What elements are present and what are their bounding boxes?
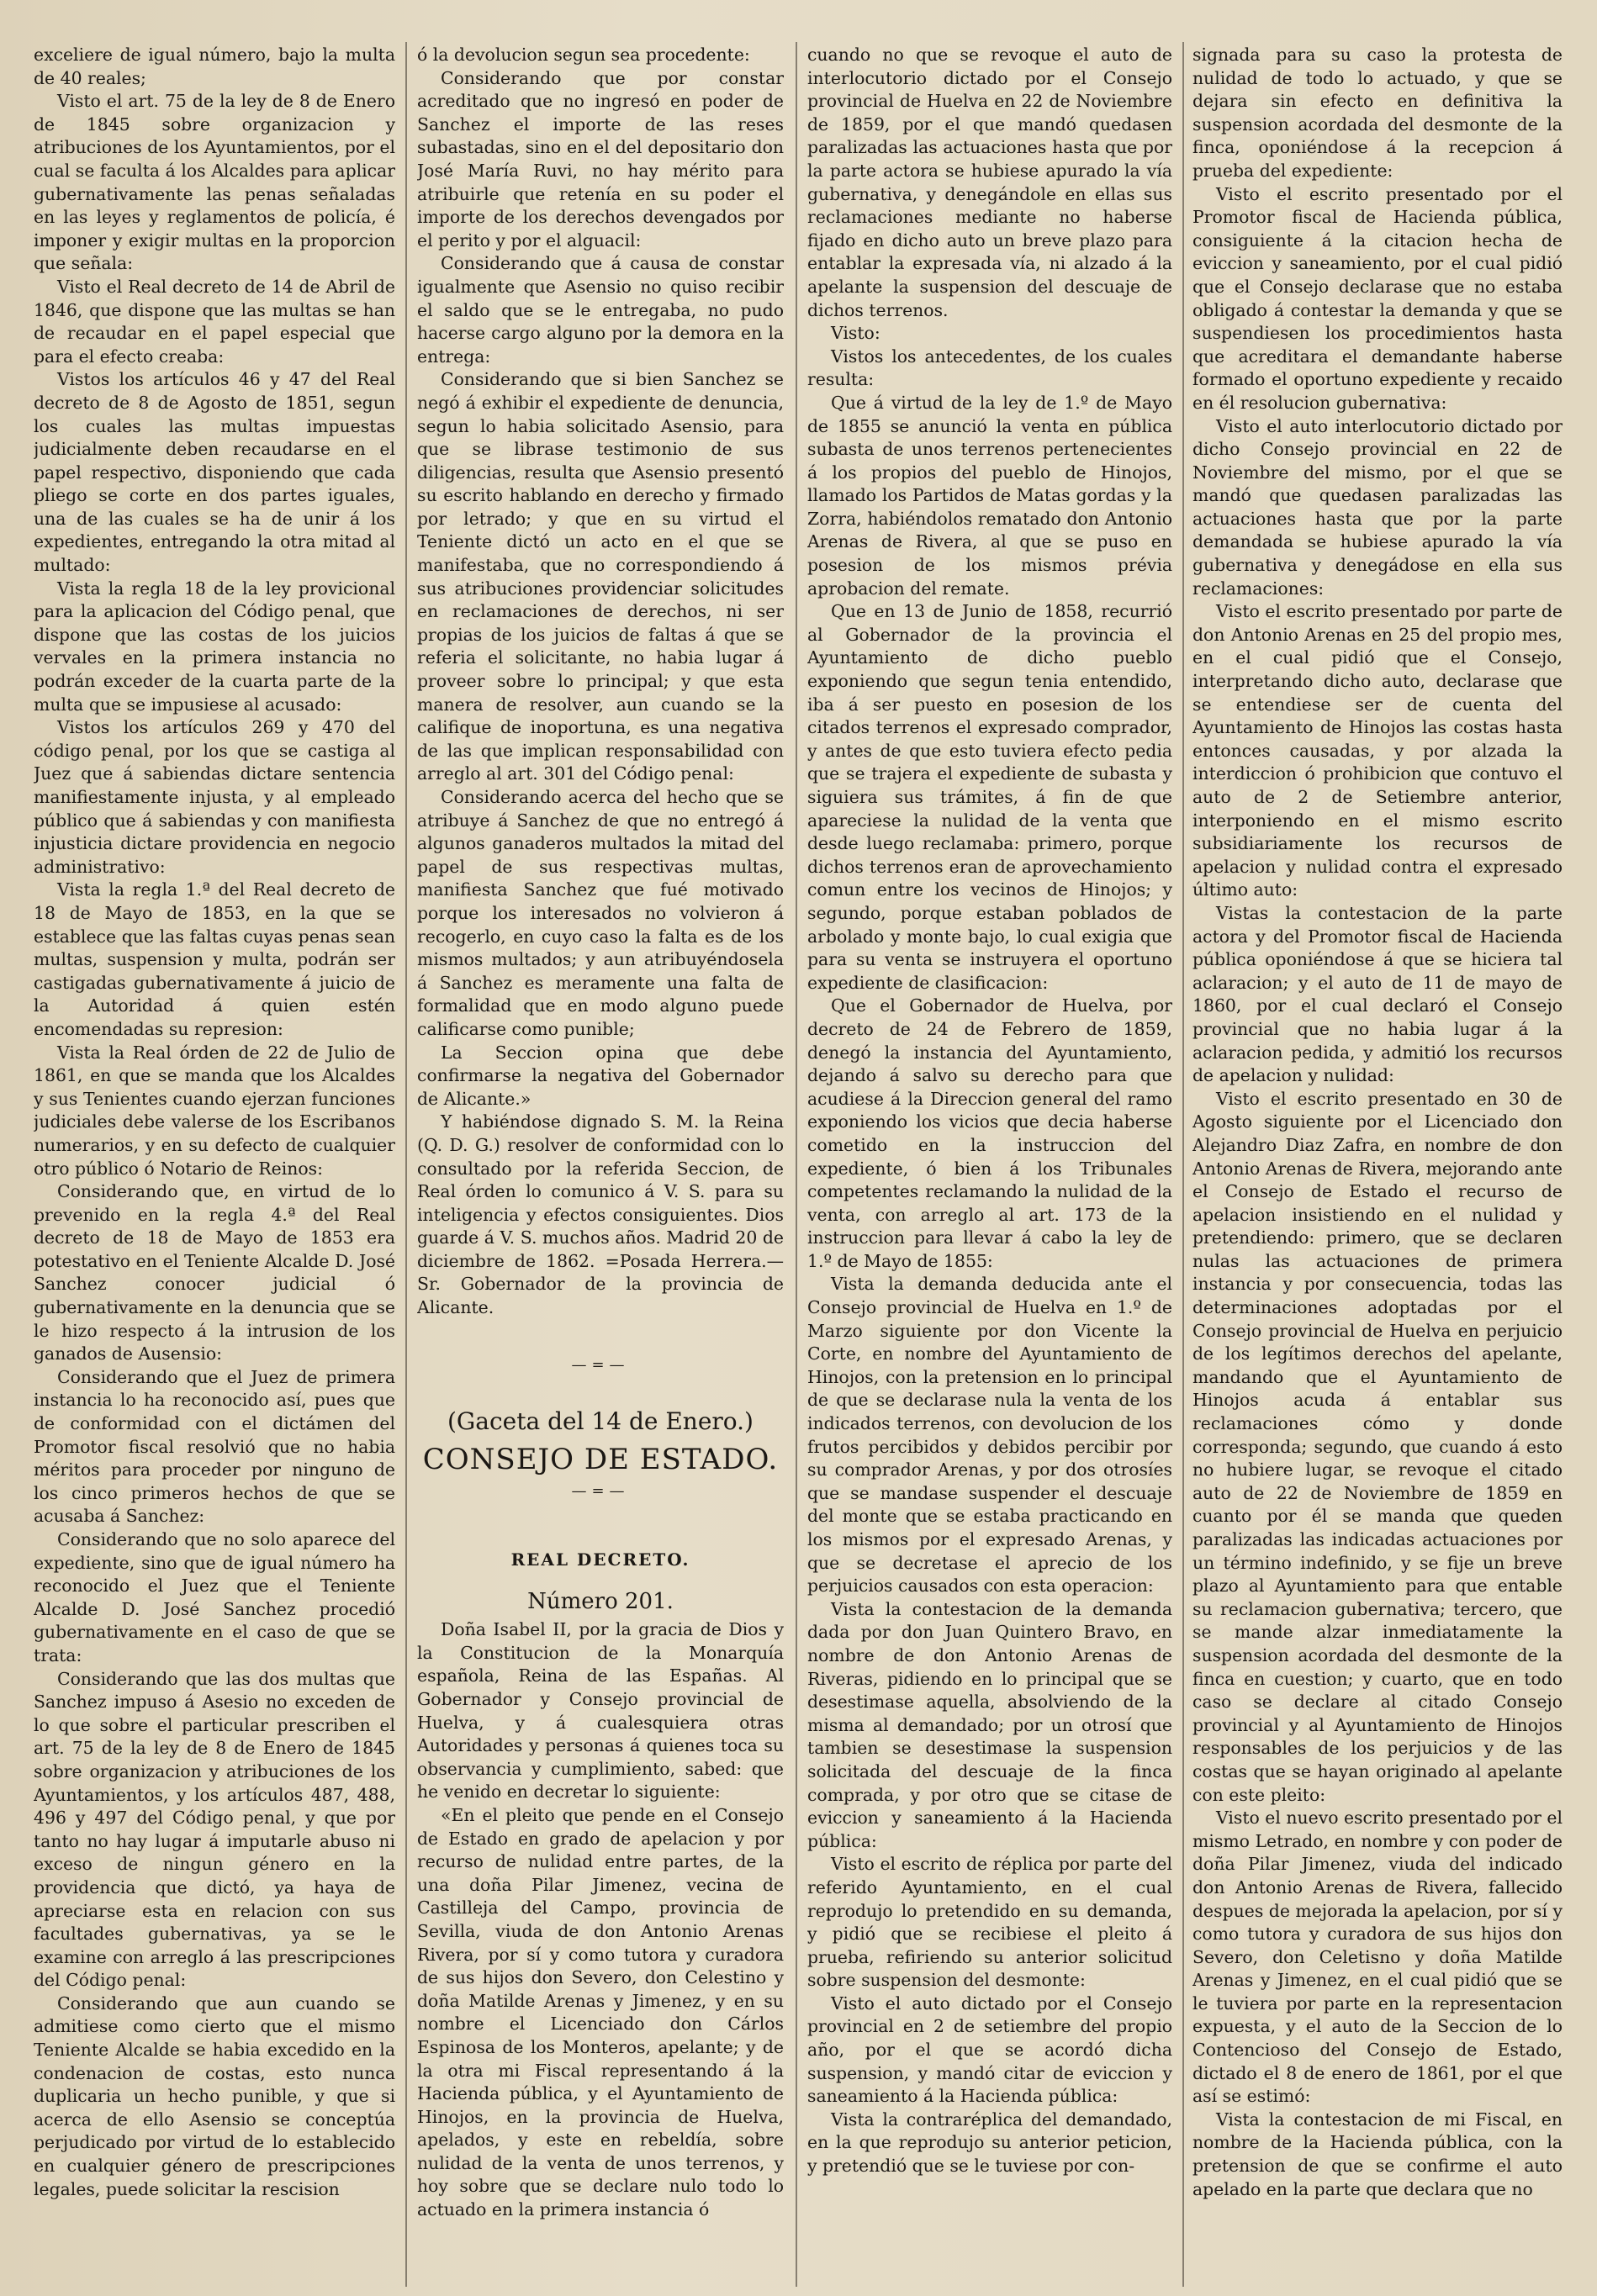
paragraph: Visto el nuevo escrito presentado por el mismo Letrado, en nombre y con poder de doña Pilar Jimenez, viuda del indicado don Antonio Arenas de Rivera, fallecido despues de mejorada la apelacion, por sí y como tutora y curadora de sus hijos don Severo, don Celetisno y doña Matilde Arenas y Jimenez, en el cual pidió que se le tuviera por parte en la representacion expuesta, y el auto de la Seccion de lo Contencioso del Consejo de Estado, dictado el 8 de enero de 1861, por el que así se estimó: [1192,1808,1563,2107]
paragraph: Doña Isabel II, por la gracia de Dios y la Constitucion de la Monarquía española, Reina de las Españas. Al Gobernador y Consejo provincial de Huelva, y á cualesquiera otras Autoridades y personas á quienes toca su observancia y cumplimiento, sabed: que he venido en decretar lo siguiente: [417,1619,784,1802]
paragraph: Visto: [831,323,880,344]
column-rule [405,42,407,2287]
paragraph: Considerando que por constar acreditado que no ingresó en poder de Sanchez el importe de las reses subastadas, sino en el del depositario don José María Ruvi, no hay mérito para atribuirle que retenía en su poder el importe de los derechos devengados por el perito y por el alguacil: [417,67,784,251]
paragraph: Considerando que aun cuando se admitiese como cierto que el mismo Teniente Alcalde se habia excedido en la condenacion de costas, esto nunca duplicaria un hecho punible, y que si acerca de ello Asensio se conceptúa perjudicado por virtud de lo establecido en cualquier género de prescripciones legales, puede solicitar la rescision [34,1993,395,2199]
column-rule [796,42,797,2287]
paragraph: Visto el escrito de réplica por parte del referido Ayuntamiento, en el cual reprodujo lo pretendido en su demanda, y pidió que se recibiese el pleito á prueba, refiriendo su anterior solicitud sobre suspension del desmonte: [807,1854,1172,1991]
paragraph: Visto el auto dictado por el Consejo provincial en 2 de setiembre del propio año, por el que se acordó dicha suspension, y mandó citar de eviccion y saneamiento á la Hacienda pública: [807,1993,1172,2107]
paragraph: Considerando que á causa de constar igualmente que Asensio no quiso recibir el saldo que se le entregaba, no pudo hacerse cargo alguno por la demora en la entrega: [417,253,784,367]
paragraph: Visto el auto interlocutorio dictado por dicho Consejo provincial en 22 de Noviembre del mismo, por el que se mandó que quedasen paralizadas las actuaciones hasta que por la parte demandada se hubiese apurado la vía gubernativa y denegádose en ella sus reclamaciones: [1192,415,1563,599]
paragraph: exceliere de igual número, bajo la multa de 40 reales; [34,45,395,88]
paragraph: Vistos los artículos 46 y 47 del Real decreto de 8 de Agosto de 1851, segun los cuales las multas impuestas judicialmente deben recaudarse en el papel respectivo, disponiendo que cada pliego se corte en dos partes iguales, una de las cuales se ha de unir á los expedientes, entregando la otra mitad al multado: [34,369,395,576]
gaceta-date-heading: (Gaceta del 14 de Enero.) [447,1407,754,1436]
column-4 [1192,44,1563,2284]
paragraph: Considerando que las dos multas que Sanchez impuso á Asesio no exceden de lo que sobre el particular prescriben el art. 75 de la ley de 8 de Enero de 1845 sobre organizacion y atribuciones de los Ayuntamientos, y los artículos 487, 488, 496 y 497 del Código penal, y que por tanto no hay lugar á imputarle abuso ni exceso de ningun género en la providencia que dictó, ya haya de apreciarse esta en relacion con sus facultades gubernativas, ya se le examine con arreglo á las prescripciones del Código penal: [34,1668,395,1991]
paragraph: Considerando que no solo aparece del expediente, sino que de igual número ha reconocido el Juez que el Teniente Alcalde D. José Sanchez procedió gubernativamente en el caso de que se trata: [34,1529,395,1665]
paragraph: Que á virtud de la ley de 1.º de Mayo de 1855 se anunció la venta en pública subasta de unos terrenos pertenecientes á los propios del pueblo de Hinojos, llamado los Partidos de Matas gordas y la Zorra, habiéndolos rematado don Antonio Arenas de Rivera, al que se puso en posesion de los mismos prévia aprobacion del remate. [807,392,1172,599]
paragraph: Considerando acerca del hecho que se atribuye á Sanchez de que no entregó á algunos ganaderos multados la mitad del papel de sus respectivas multas, manifiesta Sanchez que fué motivado porque los interesados no volvieron á recogerlo, en cuyo caso la falta es de los mismos multados; y aun atribuyéndosela á Sanchez es meramente una falta de formalidad que en modo alguno puede calificarse como punible; [417,787,784,1039]
paragraph: Vistos los antecedentes, de los cuales resulta: [807,346,1172,390]
paragraph: Vista la regla 18 de la ley provicional para la aplicacion del Código penal, que dispone que las costas de los juicios vervales en la primera instancia no podrán exceder de la cuarta parte de la multa que se impusiese al acusado: [34,578,395,715]
paragraph: ó la devolucion segun sea procedente: [417,45,750,65]
paragraph: Considerando que el Juez de primera instancia lo ha reconocido así, pues que de conformidad con el dictámen del Promotor fiscal resolvió que no habia méritos para proceder por ninguno de los cinco primeros hechos de que se acusaba á Sanchez: [34,1366,395,1527]
paragraph: Que en 13 de Junio de 1858, recurrió al Gobernador de la provincia el Ayuntamiento de dicho pueblo exponiendo que segun tenia entendido, iba á ser puesto en posesion de los citados terrenos el expresado comprador, y antes de que esto tuviera efecto pedia que se trajera el expediente de subasta y siguiera sus trámites, á fin de que apareciese la nulidad de la venta que desde luego reclamaba: primero, porque dichos terrenos eran de aprovechamiento comun entre los vecinos de Hinojos; y segundo, porque estaban poblados de arbolado y monte bajo, lo cual exigia que para su venta se instruyera el oportuno expediente de clasificacion: [807,601,1172,993]
paragraph: Que el Gobernador de Huelva, por decreto de 24 de Febrero de 1859, denegó la instancia del Ayuntamiento, dejando á salvo su derecho para que acudiese á la Direccion general del ramo exponiendo los vicios que decia haberse cometido en la instruccion del expediente, ó bien á los Tribunales competentes reclamando la nulidad de la venta, con arreglo al art. 173 de la instruccion para llevar á cabo la ley de 1.º de Mayo de 1855: [807,995,1172,1271]
paragraph: Vista la contestacion de mi Fiscal, en nombre de la Hacienda pública, con la pretension de que se confirme el auto apelado en la parte que declara que no [1192,2109,1563,2199]
paragraph: Visto el escrito presentado por el Promotor fiscal de Hacienda pública, consiguiente á la citacion hecha de eviccion y saneamiento, por el cual pidió que el Consejo declarase que no estaba obligado á contestar la demanda y que se suspendiesen los procedimientos hasta que acreditara el demandante haberse formado el oportuno expediente y recaido en él resolucion gubernativa: [1192,183,1563,413]
paragraph: Visto el escrito presentado por parte de don Antonio Arenas en 25 del propio mes, en el cual pidió que el Consejo, interpretando dicho auto, declarase que se entendiese ser de cuenta del Ayuntamiento de Hinojos las costas hasta entonces causadas, y por alzada la interdiccion ó prohibicion que contuvo el auto de 2 de Setiembre anterior, interponiendo en el mismo escrito subsidiariamente los recursos de apelacion y nulidad contra el expresado último auto: [1192,601,1563,900]
paragraph: signada para su caso la protesta de nulidad de todo lo actuado, y que se dejara sin efecto en definitiva la suspension acordada del desmonte de la finca, oponiéndose á la recepcion á prueba del expediente: [1192,45,1563,181]
paragraph: cuando no que se revoque el auto de interlocutorio dictado por el Consejo provincial de Huelva en 22 de Noviembre de 1859, por el que mandó quedasen paralizadas las actuaciones hasta que por la parte actora se hubiese apurado la vía gubernativa, y denegándole en ellas sus reclamaciones mediante no haberse fijado en dicho auto un breve plazo para entablar la expresada vía, ni alzado á la apelante la suspension del descuaje de dichos terrenos. [807,45,1172,320]
paragraph: Considerando que, en virtud de lo prevenido en la regla 4.ª del Real decreto de 18 de Mayo de 1853 era potestativo en el Teniente Alcalde D. José Sanchez conocer judicial ó gubernativamente en la denuncia que se le hizo respecto á la intrusion de los ganados de Ausensio: [34,1181,395,1364]
paragraph: Vista la regla 1.ª del Real decreto de 18 de Mayo de 1853, en la que se establece que las faltas cuyas penas sean multas, suspension y multa, podrán ser castigadas gubernativamente á juicio de la Autoridad á quien estén encomendadas su represion: [34,879,395,1039]
paragraph: «En el pleito que pende en el Consejo de Estado en grado de apelacion y por recurso de nulidad entre partes, de la una doña Pilar Jimenez, vecina de Castilleja del Campo, provincia de Sevilla, viuda de don Antonio Arenas Rivera, por sí y como tutora y curadora de sus hijos don Severo, don Celestino y doña Matilde Arenas y Jimenez, y en su nombre el Licenciado don Cárlos Espinosa de los Monteros, apelante; y de la otra mi Fiscal representando á la Hacienda pública, y el Ayuntamiento de Hinojos, en la provincia de Huelva, apelados, y este en rebeldía, sobre nulidad de la venta de unos terrenos, y hoy sobre que se declare nulo todo lo actuado en la primera instancia ó [417,1804,784,2220]
column-3 [807,44,1172,2284]
paragraph: Visto el Real decreto de 14 de Abril de 1846, que dispone que las multas se han de recaudar en el papel especial que para el efecto creaba: [34,276,395,367]
column-rule [1182,42,1184,2287]
paragraph: Visto el escrito presentado en 30 de Agosto siguiente por el Licenciado don Alejandro Diaz Zafra, en nombre de don Antonio Arenas de Rivera, mejorando ante el Consejo de Estado el recurso de apelacion insistiendo en el nulidad y pretendiendo: primero, que se declaren nulas las actuaciones de primera instancia y por consecuencia, todas las determinaciones adoptadas por el Consejo provincial de Huelva en perjuicio de los legítimos derechos del apelante, mandando que el Ayuntamiento de Hinojos acuda á entablar sus reclamaciones cómo y donde corresponda; segundo, que cuando á esto no hubiere lugar, se revoque el citado auto de 22 de Noviembre de 1859 en cuanto por él se manda que queden paralizadas las indicadas actuaciones por un término indefinido, y se fije un breve plazo al Ayuntamiento para que entable su reclamacion gubernativa; tercero, que se mande alzar inmediatamente la suspension acordada del desmonte de la finca en cuestion; y cuarto, que en todo caso se declare al citado Consejo provincial y al Ayuntamiento de Hinojos responsables de los perjuicios y de las costas que se hayan originado al apelante con este pleito: [1192,1088,1563,1805]
consejo-de-estado-heading: CONSEJO DE ESTADO. [422,1442,779,1476]
paragraph: Y habiéndose dignado S. M. la Reina (Q. D. G.) resolver de conformidad con lo consultado por la referida Seccion, de Real órden lo comunico á V. S. para su inteligencia y efectos consiguientes. Dios guarde á V. S. muchos años. Madrid 20 de diciembre de 1862. =Posada Herrera.—Sr. Gobernador de la provincia de Alicante. [417,1111,784,1318]
separator-mid: —=— [571,1482,630,1501]
paragraph: Vista la Real órden de 22 de Julio de 1861, en que se manda que los Alcaldes y sus Tenientes cuando ejerzan funciones judiciales debe valerse de los Escribanos numerarios, y en su defecto de cualquier otro público ó Notario de Reinos: [34,1042,395,1179]
real-decreto-heading: REAL DECRETO. [510,1549,690,1570]
paragraph: Vista la contestacion de la demanda dada por don Juan Quintero Bravo, en nombre de don Antonio Arenas de Riveras, pidiendo en lo principal que se desestimase aquella, absolviendo de la misma al demandado; por un otrosí que tambien se desestimase la suspension solicitada del descuaje de la finca comprada, y por otro que se citase de eviccion y saneamiento á la Hacienda pública: [807,1598,1172,1851]
paragraph: Vistas la contestacion de la parte actora y del Promotor fiscal de Hacienda pública oponiéndose á que se hiciera tal aclaracion; y el auto de 11 de mayo de 1860, por el cual declaró el Consejo provincial que no habia lugar á la aclaracion pedida, y admitió los recursos de apelacion y nulidad: [1192,902,1563,1086]
separator-top: —=— [571,1355,630,1374]
paragraph: Visto el art. 75 de la ley de 8 de Enero de 1845 sobre organizacion y atribuciones de los Ayuntamientos, por el cual se faculta á los Alcaldes para aplicar gubernativamente las penas señaladas en las leyes y reglamentos de policía, é imponer y exigir multas en la proporcion que señala: [34,91,395,274]
decree-number: Número 201. [527,1588,674,1614]
paragraph: Vistos los artículos 269 y 470 del código penal, por los que se castiga al Juez que á sabiendas dictare sentencia manifiestamente injusta, y al empleado público que á sabiendas y con manifiesta injusticia dictare providencia en negocio administrativo: [34,717,395,877]
column-2 [417,44,784,2284]
paragraph: Vista la contraréplica del demandado, en la que reprodujo su anterior peticion, y pretendió que se le tuviese por con- [807,2109,1172,2177]
paragraph: La Seccion opina que debe confirmarse la negativa del Gobernador de Alicante.» [417,1042,784,1109]
paragraph: Vista la demanda deducida ante el Consejo provincial de Huelva en 1.º de Marzo siguiente por don Vicente la Corte, en nombre del Ayuntamiento de Hinojos, con la pretension en lo principal de que se declarase nula la venta de los indicados terrenos, con devolucion de los frutos percibidos y debidos percibir por su comprador Arenas, y por dos otrosíes que se mandase suspender el descuaje del monte que se estaba practicando en los mismos por el expresado Arenas, y que se decretase el aprecio de los perjuicios causados con esta operacion: [807,1274,1172,1597]
paragraph: Considerando que si bien Sanchez se negó á exhibir el expediente de denuncia, segun lo habia solicitado Asensio, para que se librase testimonio de sus diligencias, resulta que Asensio presentó su escrito hablando en derecho y firmado por letrado; y que en su virtud el Teniente dictó un acto en el que se manifestaba, que no correspondiendo á sus atribuciones providenciar solicitudes en reclamaciones de derechos, ni ser propias de los juicios de faltas á que se referia el solicitante, no habia lugar á proveer sobre lo principal; y que esta manera de resolver, aun cuando se la califique de inoportuna, es una negativa de las que implican responsabilidad con arreglo al art. 301 del Código penal: [417,369,784,784]
column-1 [34,44,395,2284]
